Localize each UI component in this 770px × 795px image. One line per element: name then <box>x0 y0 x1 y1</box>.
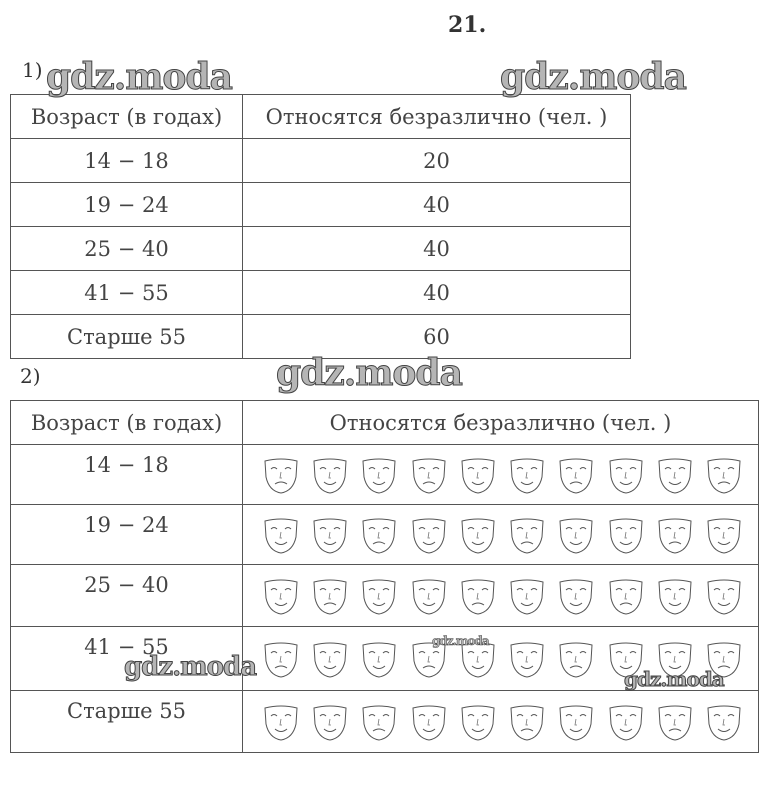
theatre-mask-icon <box>310 515 350 555</box>
theatre-mask-icon <box>458 576 498 616</box>
theatre-mask-icon <box>409 455 449 495</box>
age-cell: 25 − 40 <box>11 565 243 627</box>
theatre-mask-icon <box>655 702 695 742</box>
theatre-mask-icon <box>704 515 744 555</box>
theatre-mask-icon <box>409 576 449 616</box>
table-2-header-row <box>11 401 759 445</box>
count-cell: 40 <box>243 271 631 315</box>
theatre-mask-icon <box>655 576 695 616</box>
theatre-mask-icon <box>606 515 646 555</box>
part-2-label: 2) <box>20 364 41 388</box>
count-cell: 40 <box>243 183 631 227</box>
table-1-header-row <box>11 95 631 139</box>
theatre-mask-icon <box>556 515 596 555</box>
task-number: 21. <box>448 12 487 38</box>
table-row <box>11 445 759 505</box>
table-1 <box>10 94 631 359</box>
theatre-mask-icon <box>261 455 301 495</box>
theatre-mask-icon <box>261 639 301 679</box>
count-cell: 20 <box>243 139 631 183</box>
theatre-mask-icon <box>655 455 695 495</box>
theatre-mask-icon <box>261 515 301 555</box>
watermark-logo: gdz.moda <box>432 634 489 648</box>
table-row <box>11 271 631 315</box>
theatre-mask-icon <box>359 639 399 679</box>
theatre-mask-icon <box>310 455 350 495</box>
theatre-mask-icon <box>507 702 547 742</box>
theatre-mask-icon <box>556 455 596 495</box>
mask-row <box>243 702 758 742</box>
theatre-mask-icon <box>310 639 350 679</box>
theatre-mask-icon <box>359 702 399 742</box>
table-row <box>11 139 631 183</box>
theatre-mask-icon <box>310 576 350 616</box>
theatre-mask-icon <box>507 576 547 616</box>
table-1-header-age: Возраст (в годах) <box>11 95 243 139</box>
watermark-logo: gdz.moda <box>276 352 462 394</box>
part-1-label: 1) <box>22 58 43 82</box>
theatre-mask-icon <box>556 639 596 679</box>
theatre-mask-icon <box>458 702 498 742</box>
age-cell: Старше 55 <box>11 315 243 359</box>
theatre-mask-icon <box>458 515 498 555</box>
table-1-header-count: Относятся безразлично (чел. ) <box>243 95 631 139</box>
theatre-mask-icon <box>409 702 449 742</box>
watermark-logo: gdz.moda <box>500 56 686 98</box>
table-2 <box>10 400 759 753</box>
table-row <box>11 505 759 565</box>
count-cell: 40 <box>243 227 631 271</box>
watermark-logo: gdz.moda <box>124 652 257 682</box>
table-row <box>11 227 631 271</box>
theatre-mask-icon <box>655 515 695 555</box>
theatre-mask-icon <box>704 455 744 495</box>
age-cell: 25 − 40 <box>11 227 243 271</box>
mask-cell <box>243 565 759 627</box>
theatre-mask-icon <box>556 702 596 742</box>
age-cell: Старше 55 <box>11 691 243 753</box>
age-cell: 14 − 18 <box>11 445 243 505</box>
mask-cell <box>243 691 759 753</box>
theatre-mask-icon <box>359 515 399 555</box>
age-cell: 41 − 55 <box>11 271 243 315</box>
mask-cell <box>243 505 759 565</box>
age-cell: 19 − 24 <box>11 505 243 565</box>
mask-cell <box>243 445 759 505</box>
theatre-mask-icon <box>359 455 399 495</box>
table-row <box>11 565 759 627</box>
theatre-mask-icon <box>606 576 646 616</box>
theatre-mask-icon <box>359 576 399 616</box>
table-row <box>11 183 631 227</box>
theatre-mask-icon <box>507 455 547 495</box>
watermark-logo: gdz.moda <box>46 56 232 98</box>
theatre-mask-icon <box>261 576 301 616</box>
age-cell: 41 − 55 <box>11 627 243 691</box>
table-2-header-count: Относятся безразлично (чел. ) <box>243 401 759 445</box>
count-cell: 60 <box>243 315 631 359</box>
theatre-mask-icon <box>310 702 350 742</box>
theatre-mask-icon <box>606 702 646 742</box>
theatre-mask-icon <box>261 702 301 742</box>
theatre-mask-icon <box>556 576 596 616</box>
theatre-mask-icon <box>409 515 449 555</box>
theatre-mask-icon <box>507 515 547 555</box>
watermark-logo: gdz.moda <box>624 667 724 691</box>
mask-row <box>243 515 758 555</box>
mask-row <box>243 576 758 616</box>
theatre-mask-icon <box>704 576 744 616</box>
age-cell: 19 − 24 <box>11 183 243 227</box>
theatre-mask-icon <box>507 639 547 679</box>
table-row <box>11 691 759 753</box>
theatre-mask-icon <box>458 455 498 495</box>
age-cell: 14 − 18 <box>11 139 243 183</box>
theatre-mask-icon <box>704 702 744 742</box>
table-2-header-age: Возраст (в годах) <box>11 401 243 445</box>
theatre-mask-icon <box>606 455 646 495</box>
mask-row <box>243 455 758 495</box>
